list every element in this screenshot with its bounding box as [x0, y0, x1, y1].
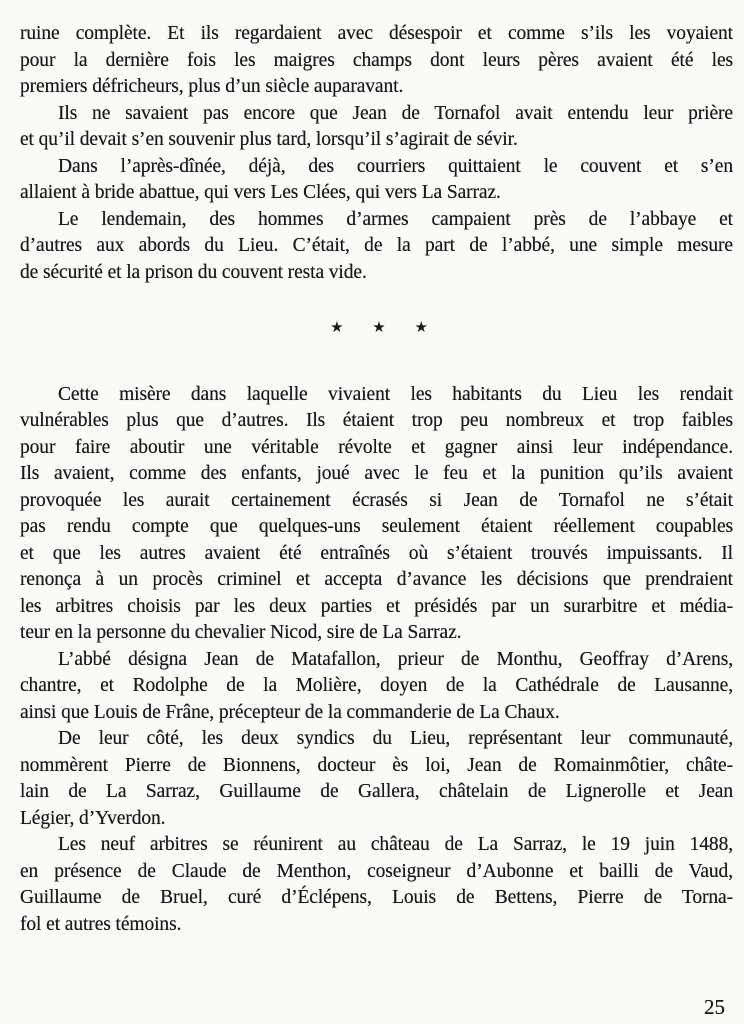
- paragraph: [20, 101, 733, 154]
- paragraph: [20, 647, 733, 727]
- text-line: Guillaume de Bruel, curé d’Éclépens, Louis de Bettens, Pierre de Torna-: [20, 887, 733, 908]
- text-line: chantre, et Rodolphe de la Molière, doyen de la Cathédrale de Lausanne,: [20, 675, 733, 696]
- text-line: Le lendemain, des hommes d’armes campaient près de l’abbaye et: [58, 208, 733, 230]
- text-line: Ils ne savaient pas encore que Jean de Tornafol avait entendu leur prière: [58, 102, 733, 124]
- text-line: Légier, d’Yverdon.: [20, 807, 166, 829]
- paragraph: [20, 154, 733, 207]
- paragraph: [20, 21, 733, 101]
- text-line: fol et autres témoins.: [20, 913, 182, 935]
- paragraph: [20, 382, 733, 647]
- text-line: les arbitres choisis par les deux parties et présidés par un surarbitre et média-: [20, 595, 733, 617]
- text-line: de sécurité et la prison du couvent resta vide.: [20, 261, 367, 283]
- text-line: en présence de Claude de Menthon, coseigneur d’Aubonne et bailli de Vaud,: [20, 860, 733, 882]
- text-line: et que les autres avaient été entraînés où s’étaient trouvés impuissants. Il: [20, 542, 733, 564]
- page-number: 25: [704, 995, 725, 1019]
- text-line: Dans l’après-dînée, déjà, des courriers quittaient le couvent et s’en: [58, 155, 733, 177]
- text-line: ruine complète. Et ils regardaient avec désespoir et comme s’ils les voyaient: [20, 23, 733, 44]
- text-line: renonça à un procès criminel et accepta d’avance les décisions que prendraient: [20, 569, 733, 590]
- text-line: teur en la personne du chevalier Nicod, sire de La Sarraz.: [20, 622, 462, 643]
- text-line: et qu’il devait s’en souvenir plus tard, lorsqu’il s’agirait de sévir.: [20, 129, 518, 150]
- text-line: Ils avaient, comme des enfants, joué avec le feu et la punition qu’ils avaient: [20, 463, 733, 484]
- text-line: De leur côté, les deux syndics du Lieu, représentant leur communauté,: [58, 728, 733, 749]
- text-line: pour la dernière fois les maigres champs dont leurs pères avaient été les: [20, 49, 733, 71]
- text-line: L’abbé désigna Jean de Matafallon, prieur de Monthu, Geoffray d’Arens,: [58, 648, 733, 670]
- text-line: provoquée les aurait certainement écrasés si Jean de Tornafol ne s’était: [20, 489, 733, 511]
- text-line: pas rendu compte que quelques-uns seulement étaient réellement coupables: [20, 516, 733, 537]
- text-line: ainsi que Louis de Frâne, précepteur de la commanderie de La Chaux.: [20, 701, 560, 723]
- paragraph: [20, 207, 733, 287]
- page-text: [20, 21, 733, 938]
- paragraph: [20, 726, 733, 832]
- paragraph: [20, 832, 733, 938]
- text-line: premiers défricheurs, plus d’un siècle auparavant.: [20, 76, 404, 97]
- text-line: allaient à bride abattue, qui vers Les Clées, qui vers La Sarraz.: [20, 182, 501, 203]
- text-line: vulnérables plus que d’autres. Ils étaient trop peu nombreux et trop faibles: [20, 410, 733, 431]
- text-line: Cette misère dans laquelle vivaient les habitants du Lieu les rendait: [58, 383, 733, 405]
- text-line: lain de La Sarraz, Guillaume de Gallera, châtelain de Lignerolle et Jean: [20, 781, 733, 802]
- text-line: Les neuf arbitres se réunirent au château de La Sarraz, le 19 juin 1488,: [58, 834, 733, 855]
- text-line: pour faire aboutir une véritable révolte et gagner ainsi leur indépendance.: [20, 436, 733, 458]
- text-line: nommèrent Pierre de Bionnens, docteur ès loi, Jean de Romainmôtier, châte-: [20, 754, 733, 776]
- section-separator-stars: ★ ★ ★: [330, 320, 437, 336]
- text-line: d’autres aux abords du Lieu. C’était, de la part de l’abbé, une simple mesure: [20, 235, 733, 256]
